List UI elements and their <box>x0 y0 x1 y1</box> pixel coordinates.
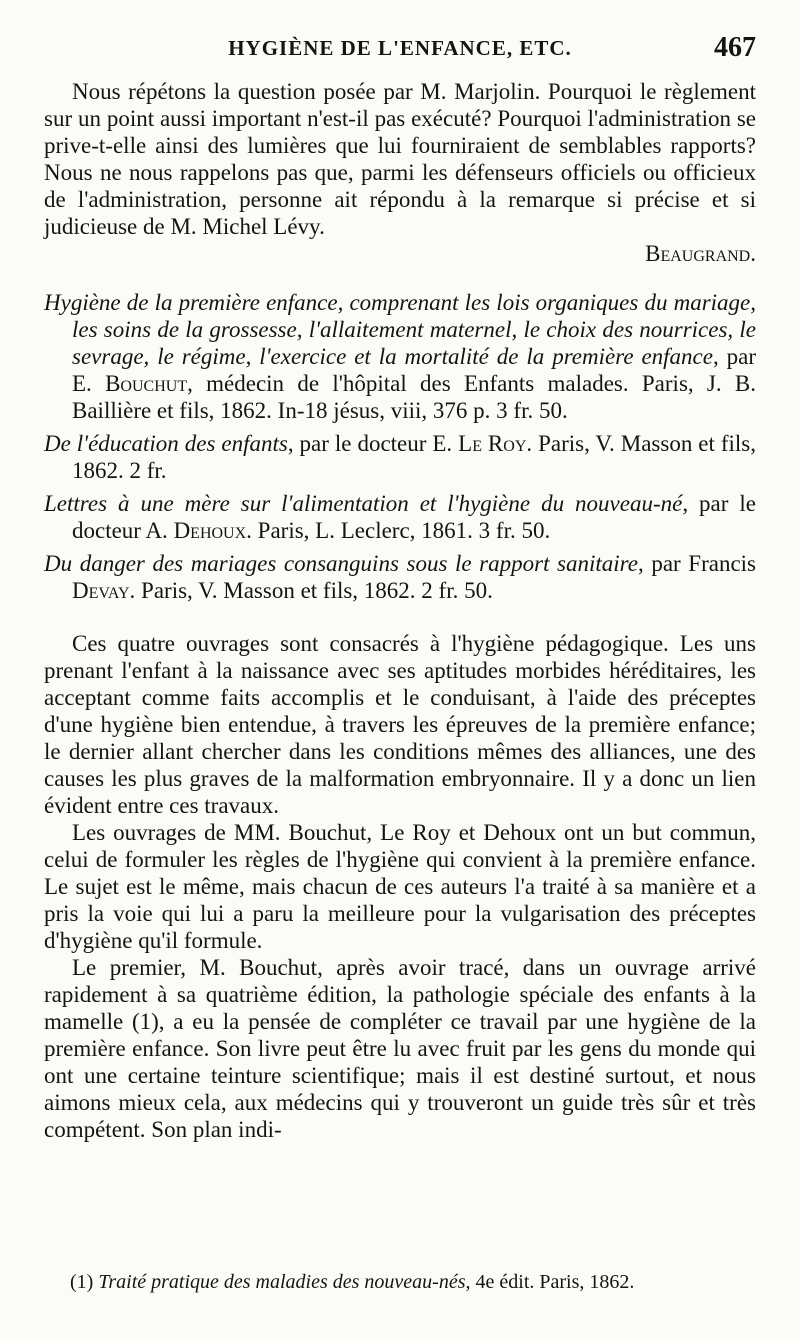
book-title: Du danger des mariages consanguins sous le rapport sanitaire <box>44 551 638 576</box>
body-paragraph: Le premier, M. Bouchut, après avoir tracé, dans un ouvrage arrivé rapidement à sa quatrième édition, la pathologie spéciale des enfants à la mamelle (1), a eu la pensée de compléter ce travail par une hygiène de la première enfance. Son livre peut être lu avec fruit par les gens du monde qui ont une certaine teinture scientifique; mais il est destiné surtout, et nous aimons mieux cela, aux médecins qui y trouveront un guide très sûr et très compétent. Son plan indi- <box>44 955 756 1142</box>
footnote-rest: , 4e édit. Paris, 1862. <box>465 1271 635 1293</box>
bibliography-entry: Lettres à une mère sur l'alimentation et l'hygiène du nouveau-né, par le docteur A. Dehoux. Paris, L. Leclerc, 1861. 3 fr. 50. <box>44 491 756 543</box>
intro-paragraph: Nous répétons la question posée par M. Marjolin. Pourquoi le règlement sur un point aussi important n'est-il pas exécuté? Pourquoi l'administration se prive-t-elle ainsi des lumières que lui fourniraient de semblables rapports? Nous ne nous rappelons pas que, parmi les défenseurs officiels ou officieux de l'administration, personne ait répondu à la remarque si précise et si judicieuse de M. Michel Lévy. <box>44 79 756 239</box>
body-text <box>44 78 756 1143</box>
book-title: De l'éducation des enfants <box>44 431 288 456</box>
page-header <box>0 34 800 64</box>
body-paragraph: Les ouvrages de MM. Bouchut, Le Roy et Dehoux ont un but commun, celui de formuler les règles de l'hygiène qui convient à la première enfance. Le sujet est le même, mais chacun de ces auteurs l'a traité à sa manière et a pris la voie qui lui a paru la meilleure pour la vulgarisation des préceptes d'hygiène qu'il formule. <box>44 820 756 953</box>
footnote <box>70 1270 760 1294</box>
bibliography-entry: Hygiène de la première enfance, comprenant les lois organiques du mariage, les soins de la grossesse, l'allaitement maternel, le choix des nourrices, le sevrage, le régime, l'exercice et la mortalité de la première enfance, par E. Bouchut, médecin de l'hôpital des Enfants malades. Paris, J. B. Baillière et fils, 1862. In-18 jésus, viii, 376 p. 3 fr. 50. <box>44 290 757 423</box>
running-title: HYGIÈNE DE L'ENFANCE, ETC. <box>228 36 572 60</box>
book-title: Hygiène de la première enfance, comprenant les lois organiques du mariage, les soins de la grossesse, l'allaitement maternel, le choix des nourrices, le sevrage, le régime, l'exercice et la mortalité de la première enfance <box>44 290 756 369</box>
bibliography-entry: Du danger des mariages consanguins sous le rapport sanitaire, par Francis Devay. Paris, V. Masson et fils, 1862. 2 fr. 50. <box>44 551 756 603</box>
bibliography-list <box>44 289 756 604</box>
author-name: Le Roy <box>458 431 527 456</box>
author-name: Devay <box>72 578 130 603</box>
signature: Beaugrand. <box>645 241 756 266</box>
footnote-marker: (1) <box>70 1271 94 1293</box>
author-name: Dehoux <box>173 518 247 543</box>
author-name: Bouchut <box>105 371 188 396</box>
book-title: Lettres à une mère sur l'alimentation et l'hygiène du nouveau-né <box>44 491 683 516</box>
body-paragraph: Ces quatre ouvrages sont consacrés à l'hygiène pédagogique. Les uns prenant l'enfant à la naissance avec ses aptitudes morbides héréditaires, les acceptant comme faits accomplis et le conduisant, à l'aide des préceptes d'une hygiène bien entendue, à travers les épreuves de la première enfance; le dernier allant chercher dans les conditions mêmes des alliances, une des causes les plus graves de la malformation embryonnaire. Il y a donc un lien évident entre ces travaux. <box>44 631 756 818</box>
bibliography-entry: De l'éducation des enfants, par le docteur E. Le Roy. Paris, V. Masson et fils, 1862. 2 fr. <box>44 431 756 483</box>
page-number: 467 <box>714 32 756 63</box>
footnote-title: Traité pratique des maladies des nouveau-nés <box>98 1271 466 1293</box>
